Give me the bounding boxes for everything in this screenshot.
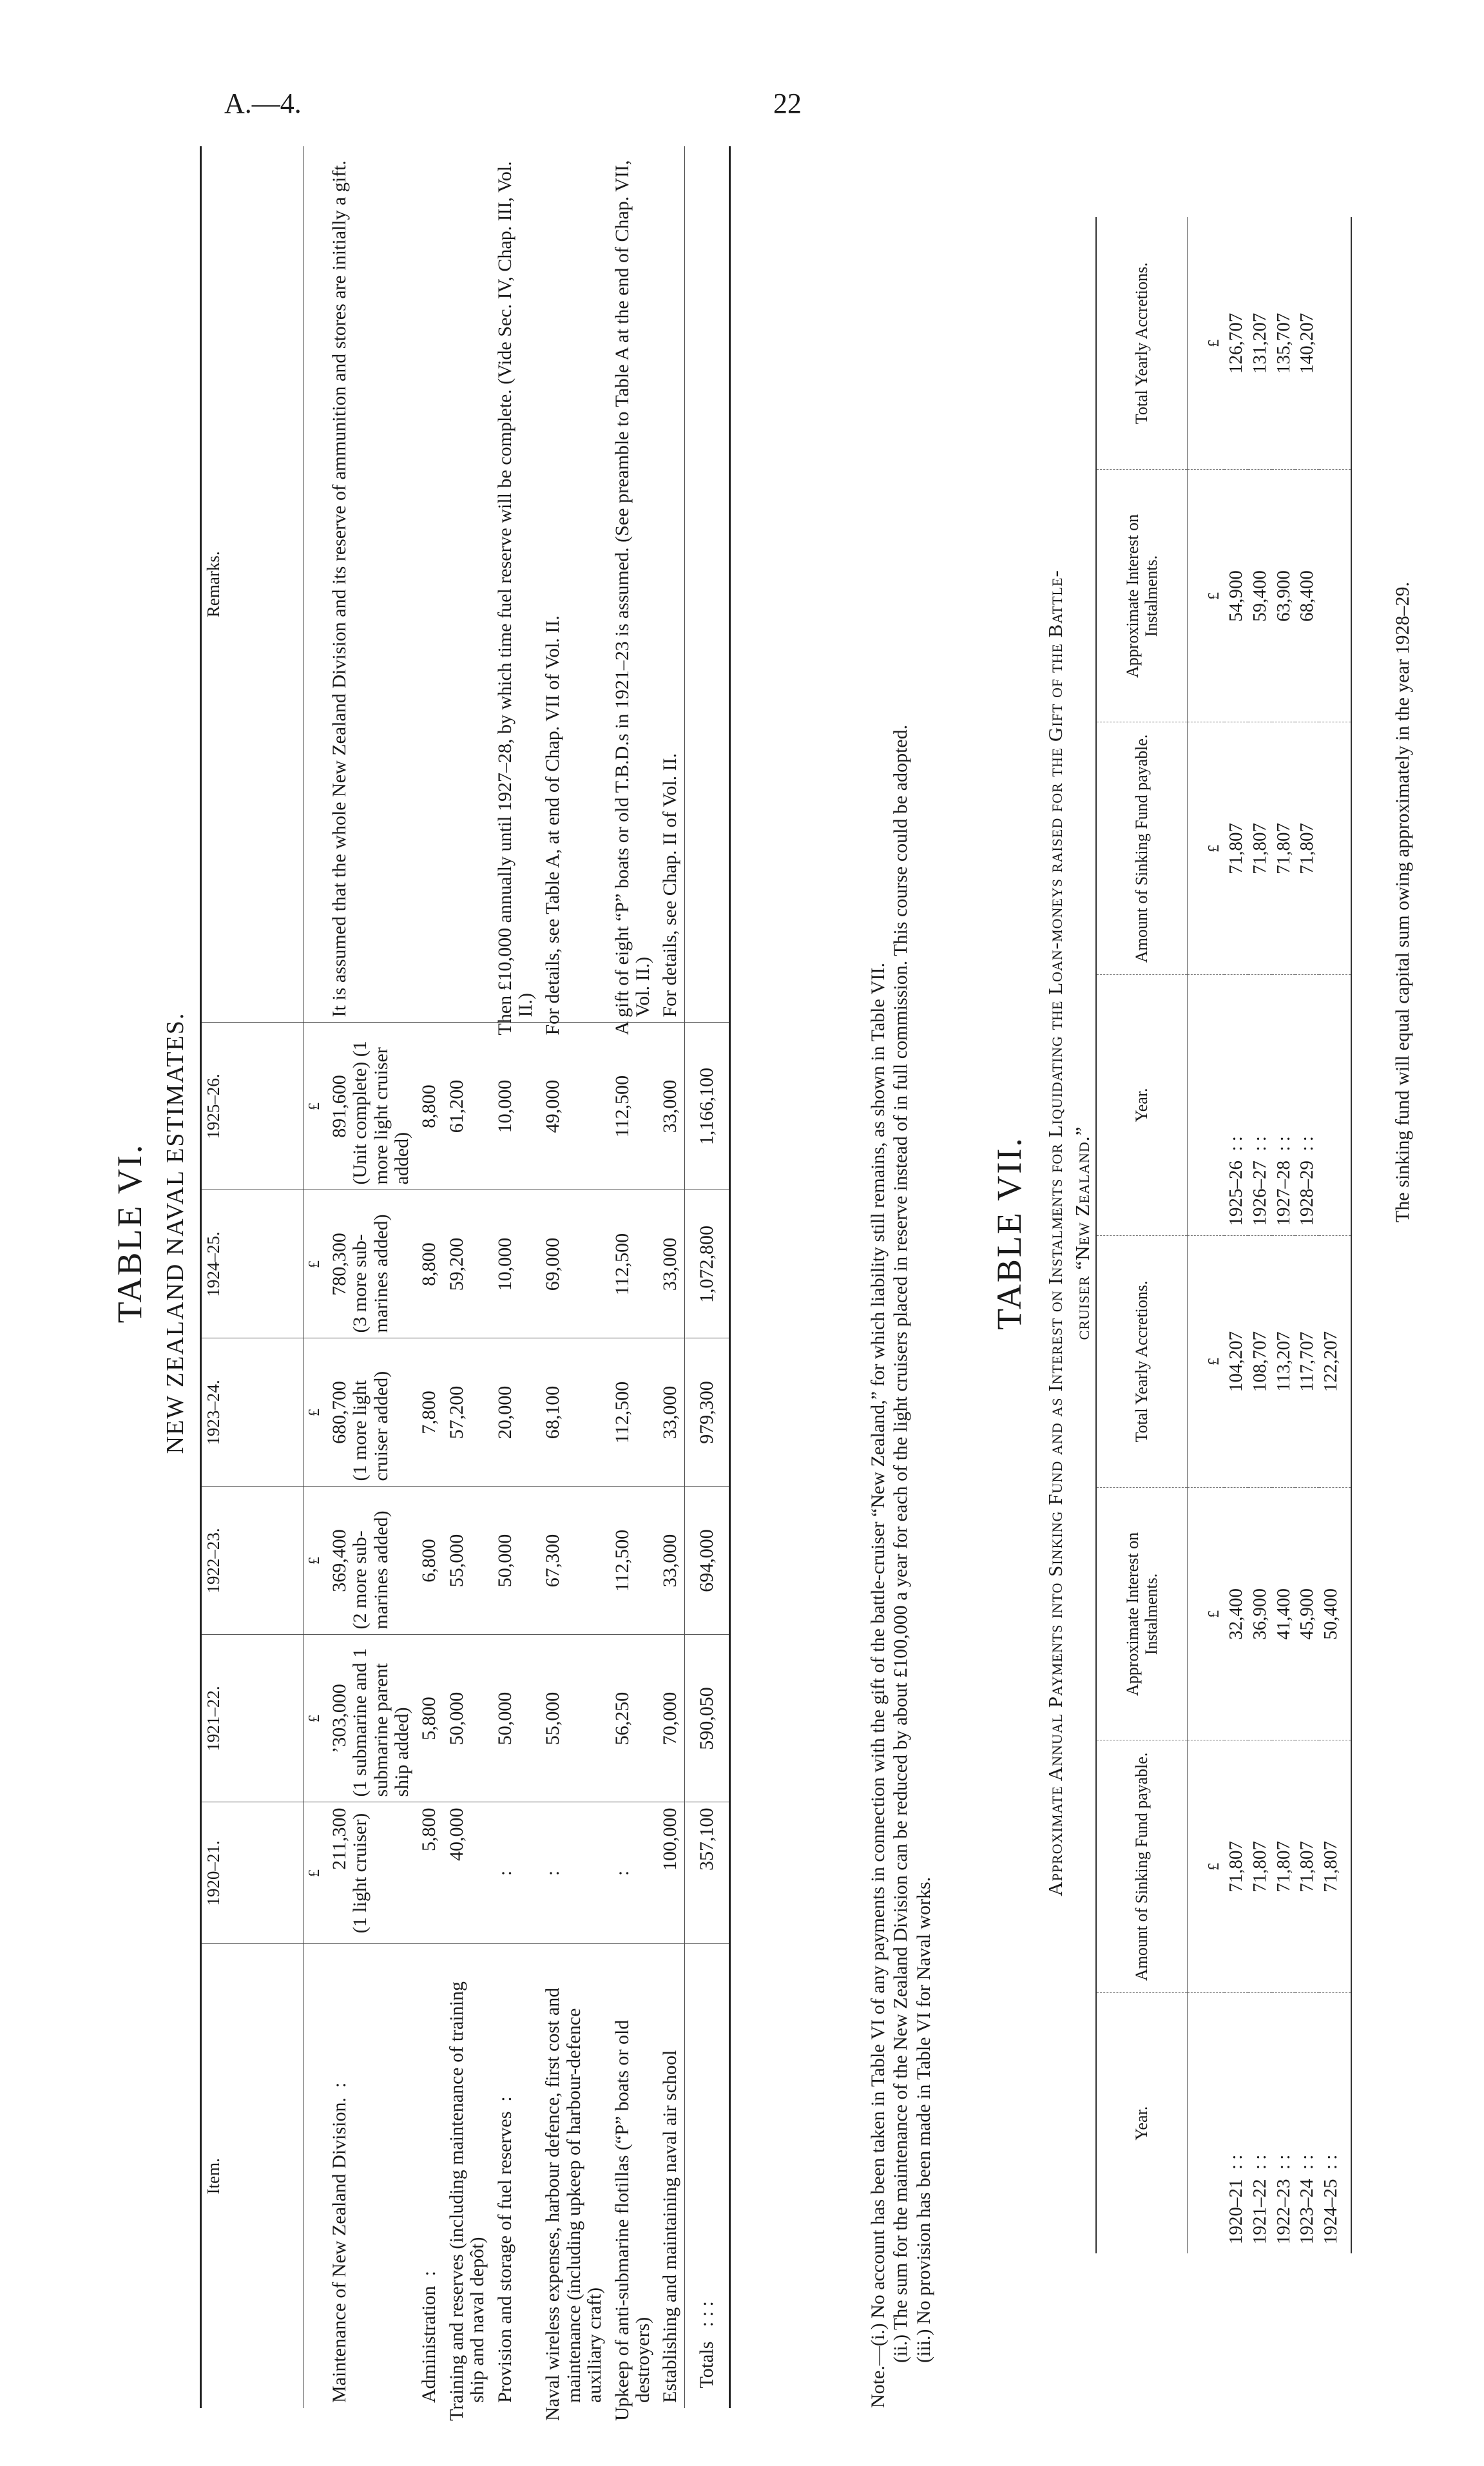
item-cell: Upkeep of anti-submarine flotillas (“P” boats or old destroyers) (611, 2019, 653, 2421)
table-row: Provision and storage of fuel reserves : : 50,000 50,000 20,000 10,000 10,000 Then £10,000 annually until 1927–28, by which time fuel reserve will be complete. (Vide Sec. IV, Chap. III, Vol. II.) (492, 146, 540, 2408)
col-1923: 1923–24. (201, 1338, 304, 1487)
note-1: Note.—(i.) No account has been taken in Table VI of any payments in connection with the gift of the battle-cruiser “New Zealand,” for which liability still remains, as shown in Table VII. (867, 963, 889, 2408)
table7-header-row (1096, 217, 1188, 2253)
item-cell: Establishing and maintaining naval air school (659, 2050, 681, 2403)
col-1924: 1924–25. (201, 1190, 304, 1338)
totals-label: Totals : : : (684, 1944, 729, 2408)
item-cell: Administration : (418, 2271, 440, 2403)
table-row: 1920–21 : : 71,807 32,400 104,207 1925–26 : : 71,807 54,900 126,707 (1224, 217, 1248, 2253)
col-sinking: Amount of Sinking Fund payable. (1096, 1740, 1188, 1993)
table-row: 1921–22 : : 71,807 36,900 108,707 1926–27 : : 71,807 59,400 131,207 (1248, 217, 1272, 2253)
table6-subtitle: NEW ZEALAND NAVAL ESTIMATES. (162, 1012, 189, 1454)
note-3: (iii.) No provision has been made in Table VI for Naval works. (912, 1876, 934, 2363)
col-sinking: Amount of Sinking Fund payable. (1096, 722, 1188, 975)
col-interest: Approximate Interest on Instalments. (1096, 1488, 1188, 1740)
col-1920: 1920–21. (201, 1802, 304, 1944)
item-cell: Maintenance of New Zealand Division. : (328, 2082, 350, 2403)
item-cell: Training and reserves (including maintenance of training ship and naval depôt) (445, 1981, 488, 2421)
pound-sign: £ (304, 1487, 326, 1635)
pound-sign: £ (304, 1190, 326, 1338)
remark-cell: A gift of eight “P” boats or old T.B.D.s in 1921–23 is assumed. (See preamble to Table A at the end of Chap. VII, Vol. II.) (609, 146, 657, 1023)
note-2: (ii.) The sum for the maintenance of the New Zealand Division can be reduced by about £100,000 a year for each of the light cruisers placed in reserve instead of in full commission. This course could be adopted. (890, 724, 912, 2363)
remark-cell: Then £10,000 annually until 1927–28, by which time fuel reserve will be complete. (Vide Sec. IV, Chap. III, Vol. II.) (492, 146, 540, 1023)
table-row: 1923–24 : : 71,807 45,900 117,707 1928–29 : : 71,807 68,400 140,207 (1295, 217, 1319, 2253)
table7 (1095, 217, 1352, 2253)
table-row: Administration : 5,800 5,800 6,800 7,800 8,800 8,800 (416, 146, 443, 2408)
table-row: 1922–23 : : 71,807 41,400 113,207 1927–28 : : 71,807 63,900 135,707 (1272, 217, 1296, 2253)
pound-row (304, 146, 326, 2408)
item-cell: Naval wireless expenses, harbour defence, first cost and maintenance (including upkeep of harbour-defence auxiliary craft) (542, 1987, 606, 2421)
table7-title: TABLE VII. (990, 1136, 1028, 1330)
col-1925: 1925–26. (201, 1023, 304, 1190)
col-item: Item. (201, 1944, 304, 2408)
pound-sign: £ (304, 1023, 326, 1190)
table6-title: TABLE VI. (110, 1142, 149, 1324)
col-year: Year. (1096, 1993, 1188, 2253)
table-row: Establishing and maintaining naval air school 100,000 70,000 33,000 33,000 33,000 33,000 For details, see Chap. II of Vol. II. (657, 146, 684, 2408)
pound-sign: £ (304, 1338, 326, 1487)
table7-subtitle: Approximate Annual Payments into Sinking Fund and as Interest on Instalments for Liquidating the Loan-moneys raised for the Gift of the Battle- (1044, 570, 1066, 1896)
col-total: Total Yearly Accretions. (1096, 217, 1188, 470)
pound-sign: £ (304, 1635, 326, 1802)
page-code: A.—4. (224, 88, 302, 119)
table-row: 1924–25 : : 71,807 50,400 122,207 (1319, 217, 1351, 2253)
table6-notes (867, 140, 935, 2408)
table-row: Maintenance of New Zealand Division. : 211,300 (1 light cruiser) ’303,000 (1 submarine and 1 submarine parent ship added) 369,400 (2 more sub-marines added) 680,700 (1 more light cruiser added) 780,300 (3 more sub-marines added) 891,600 (Unit complete) (1 more light cruiser added) It is assumed that the whole New Zealand Division and its reserve of ammunition and stores are initially a gift. (326, 146, 416, 2408)
remark-cell: For details, see Table A, at end of Chap. VII of Vol. II. (539, 146, 608, 1023)
table-row: Training and reserves (including maintenance of training ship and naval depôt) 40,000 50,000 55,000 57,200 59,200 61,200 (443, 146, 492, 2408)
remark-cell: It is assumed that the whole New Zealand Division and its reserve of ammunition and stores are initially a gift. (326, 146, 416, 1023)
page-number: 22 (773, 88, 802, 119)
remark-cell: For details, see Chap. II of Vol. II. (657, 146, 684, 1023)
table6-header-row (201, 146, 304, 2408)
col-1922: 1922–23. (201, 1487, 304, 1635)
col-1921: 1921–22. (201, 1635, 304, 1802)
item-cell: Provision and storage of fuel reserves : (494, 2096, 516, 2403)
pound-sign: £ (304, 1802, 326, 1944)
pound-row: £ £ £ £ £ £ (1188, 217, 1225, 2253)
col-total: Total Yearly Accretions. (1096, 1235, 1188, 1488)
col-remarks: Remarks. (201, 146, 304, 1023)
table6 (200, 146, 731, 2421)
table7-subtitle-cont: cruiser “New Zealand.” (1071, 1126, 1094, 1340)
totals-row: Totals : : : 357,100 590,050 694,000 979,300 1,072,800 1,166,100 (684, 146, 729, 2408)
table-row: Naval wireless expenses, harbour defence, first cost and maintenance (including upkeep of harbour-defence auxiliary craft) : 55,000 67,300 68,100 69,000 49,000 For details, see Table A, at end of Chap. VII of Vol. II. (539, 146, 608, 2408)
table-row: Upkeep of anti-submarine flotillas (“P” boats or old destroyers) : 56,250 112,500 112,500 112,500 112,500 A gift of eight “P” boats or old T.B.D.s in 1921–23 is assumed. (See preamble to Table A at the end of Chap. VII, Vol. II.) (609, 146, 657, 2408)
col-year: Year. (1096, 975, 1188, 1235)
col-interest: Approximate Interest on Instalments. (1096, 470, 1188, 722)
table7-footnote: The sinking fund will equal capital sum owing approximately in the year 1928–29. (1392, 582, 1413, 1222)
